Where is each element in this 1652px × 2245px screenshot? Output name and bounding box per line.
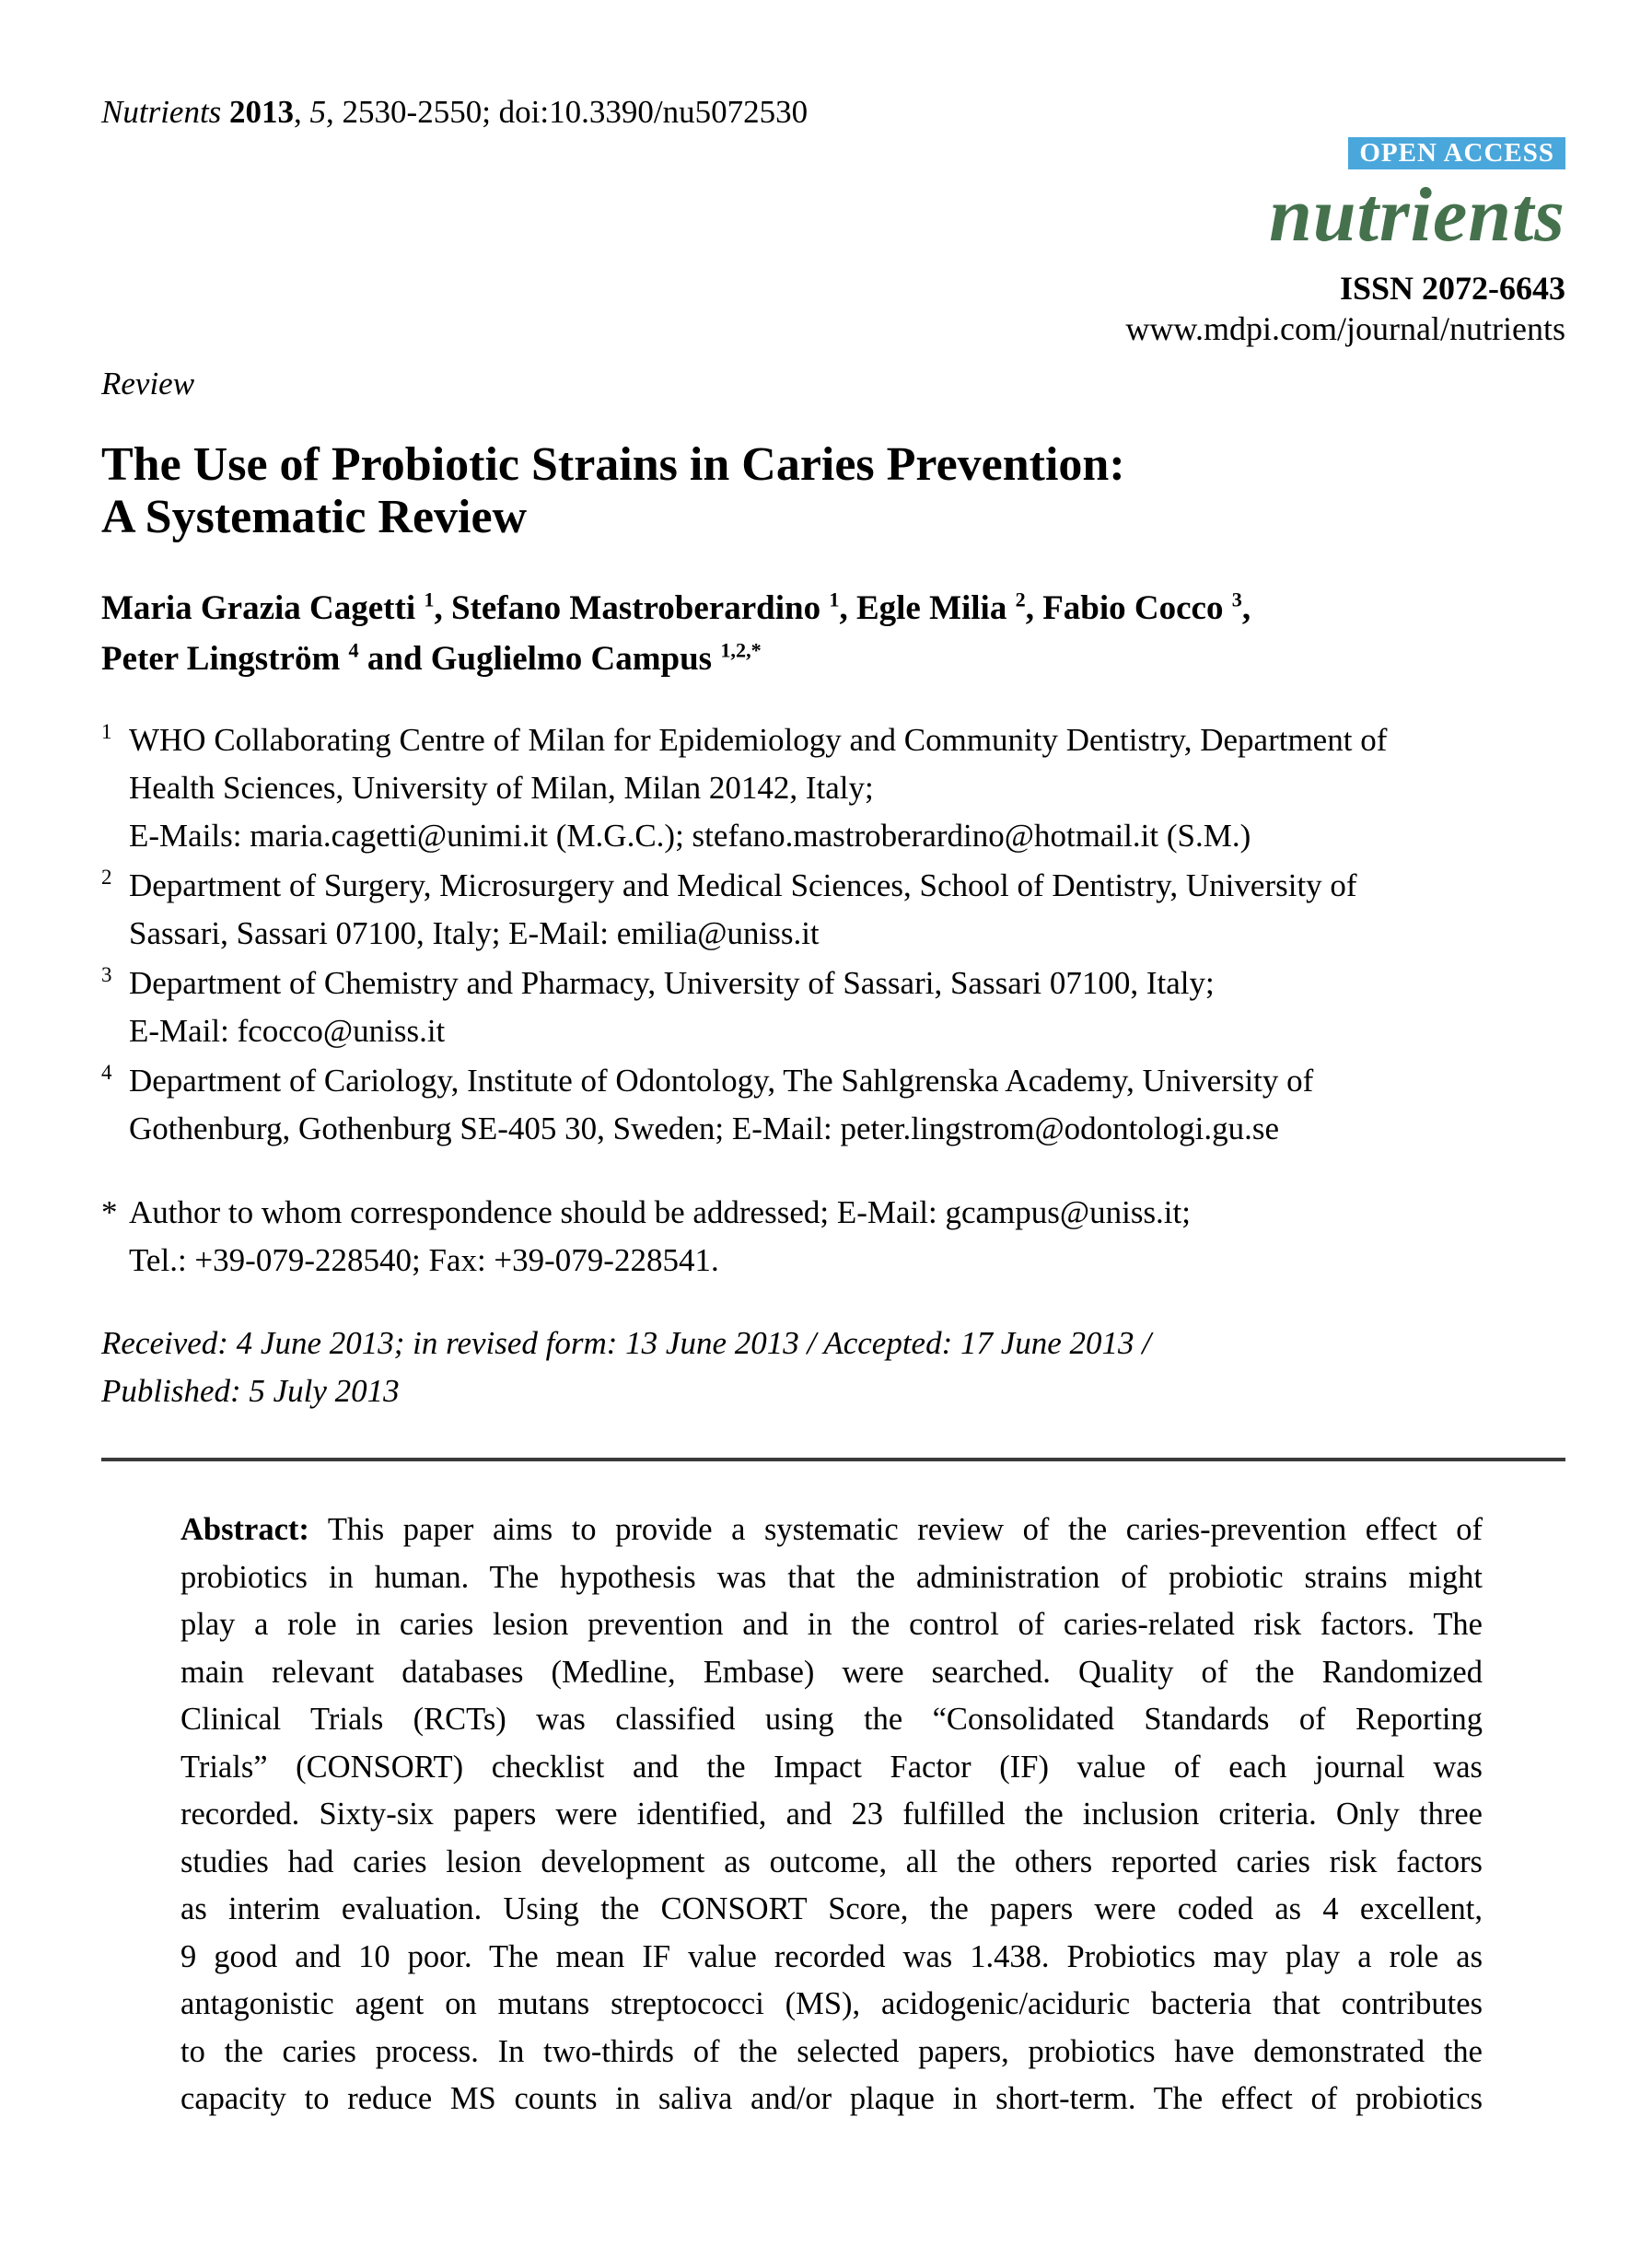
affiliation-text xyxy=(129,1057,1565,1153)
affiliation-row xyxy=(101,716,1565,860)
open-access-badge: OPEN ACCESS xyxy=(1348,137,1565,169)
abstract-line: studies had caries lesion development as outcome, all the others reported caries risk factors xyxy=(180,1844,1483,1879)
abstract-line: probiotics in human. The hypothesis was that the administration of probiotic strains might xyxy=(180,1559,1483,1595)
article-title-line: A Systematic Review xyxy=(101,491,528,543)
journal-logo: nutrients xyxy=(1269,172,1565,258)
journal-url: www.mdpi.com/journal/nutrients xyxy=(1125,310,1565,347)
abstract-line: main relevant databases (Medline, Embase) were searched. Quality of the Randomized xyxy=(180,1654,1483,1690)
divider-rule xyxy=(101,1458,1565,1461)
abstract-line: Clinical Trials (RCTs) was classified using the “Consolidated Standards of Reporting xyxy=(180,1702,1483,1737)
affiliation-text-line: Gothenburg, Gothenburg SE-405 30, Sweden; E-Mail: peter.lingstrom@odontologi.gu.se xyxy=(129,1111,1280,1146)
correspondence-text xyxy=(129,1189,1565,1285)
affiliation-text-line: Department of Chemistry and Pharmacy, University of Sassari, Sassari 07100, Italy; xyxy=(129,965,1215,1001)
affiliation-text xyxy=(129,862,1565,958)
abstract-line: capacity to reduce MS counts in saliva and/or plaque in short-term. The effect of probiotics xyxy=(180,2081,1483,2116)
affiliation-row xyxy=(101,960,1565,1055)
affiliation-marker: 1 xyxy=(101,720,112,743)
affiliation-marker: 4 xyxy=(101,1061,112,1084)
abstract-line: to the caries process. In two-thirds of the selected papers, probiotics have demonstrated the xyxy=(180,2033,1483,2069)
correspondence-marker: * xyxy=(101,1194,118,1230)
affiliation-marker: 3 xyxy=(101,963,112,986)
affiliation-text-line: E-Mail: fcocco@uniss.it xyxy=(129,1013,446,1049)
author-line: Peter Lingström $^4$ and Guglielmo Campus $^{1,2,*}$ xyxy=(101,638,762,678)
abstract-line: Trials” (CONSORT) checklist and the Impact Factor (IF) value of each journal was xyxy=(180,1749,1483,1785)
abstract-line: recorded. Sixty-six papers were identified, and 23 fulfilled the inclusion criteria. Only three xyxy=(180,1797,1483,1832)
author-list xyxy=(101,583,1575,684)
article-title-line: The Use of Probiotic Strains in Caries Prevention: xyxy=(101,438,1125,491)
affiliation-text xyxy=(129,960,1565,1055)
affiliation-text-line: Department of Surgery, Microsurgery and Medical Sciences, School of Dentistry, University of xyxy=(129,867,1357,903)
correspondence-text-line: Tel.: +39-079-228540; Fax: +39-079-228541. xyxy=(129,1242,719,1278)
journal-citation: Nutrients 2013, 5, 2530-2550; doi:10.3390/nu5072530 xyxy=(101,94,809,130)
affiliation-marker: 2 xyxy=(101,866,112,889)
affiliation-text xyxy=(129,716,1565,860)
correspondence-row xyxy=(101,1189,1565,1285)
affiliation-list xyxy=(101,716,1565,1155)
abstract-line: 9 good and 10 poor. The mean IF value recorded was 1.438. Probiotics may play a role as xyxy=(180,1938,1483,1974)
affiliation-text-line: E-Mails: maria.cagetti@unimi.it (M.G.C.); stefano.mastroberardino@hotmail.it (S.M.) xyxy=(129,818,1251,854)
affiliation-text-line: WHO Collaborating Centre of Milan for Epidemiology and Community Dentistry, Department of xyxy=(129,722,1388,758)
article-type-label: Review xyxy=(101,366,195,401)
journal-issn: ISSN 2072-6643 xyxy=(1339,270,1565,307)
correspondence-text-line: Author to whom correspondence should be addressed; E-Mail: gcampus@uniss.it; xyxy=(129,1194,1191,1230)
affiliation-row xyxy=(101,1057,1565,1153)
affiliation-text-line: Department of Cariology, Institute of Odontology, The Sahlgrenska Academy, University of xyxy=(129,1063,1314,1099)
abstract-line: as interim evaluation. Using the CONSORT Score, the papers were coded as 4 excellent, xyxy=(180,1891,1483,1926)
abstract-line: antagonistic agent on mutans streptococci (MS), acidogenic/aciduric bacteria that contributes xyxy=(180,1986,1483,2021)
author-line: Maria Grazia Cagetti $^1$, Stefano Mastroberardino $^1$, Egle Milia $^2$, Fabio Cocco $^3$, xyxy=(101,587,1251,627)
abstract-line: Abstract: This paper aims to provide a systematic review of the caries-prevention effect of xyxy=(180,1512,1483,1547)
article-dates xyxy=(101,1320,1151,1415)
affiliation-text-line: Health Sciences, University of Milan, Milan 20142, Italy; xyxy=(129,770,874,806)
dates-line: Published: 5 July 2013 xyxy=(101,1373,400,1409)
abstract-line: play a role in caries lesion prevention and in the control of caries-related risk factors. The xyxy=(180,1607,1483,1642)
affiliation-row xyxy=(101,862,1565,958)
correspondence-note xyxy=(101,1189,1565,1285)
affiliation-text-line: Sassari, Sassari 07100, Italy; E-Mail: emilia@uniss.it xyxy=(129,915,820,951)
dates-line: Received: 4 June 2013; in revised form: 13 June 2013 / Accepted: 17 June 2013 / xyxy=(101,1325,1152,1361)
article-title xyxy=(101,438,1125,543)
abstract-paragraph xyxy=(180,1506,1483,2123)
